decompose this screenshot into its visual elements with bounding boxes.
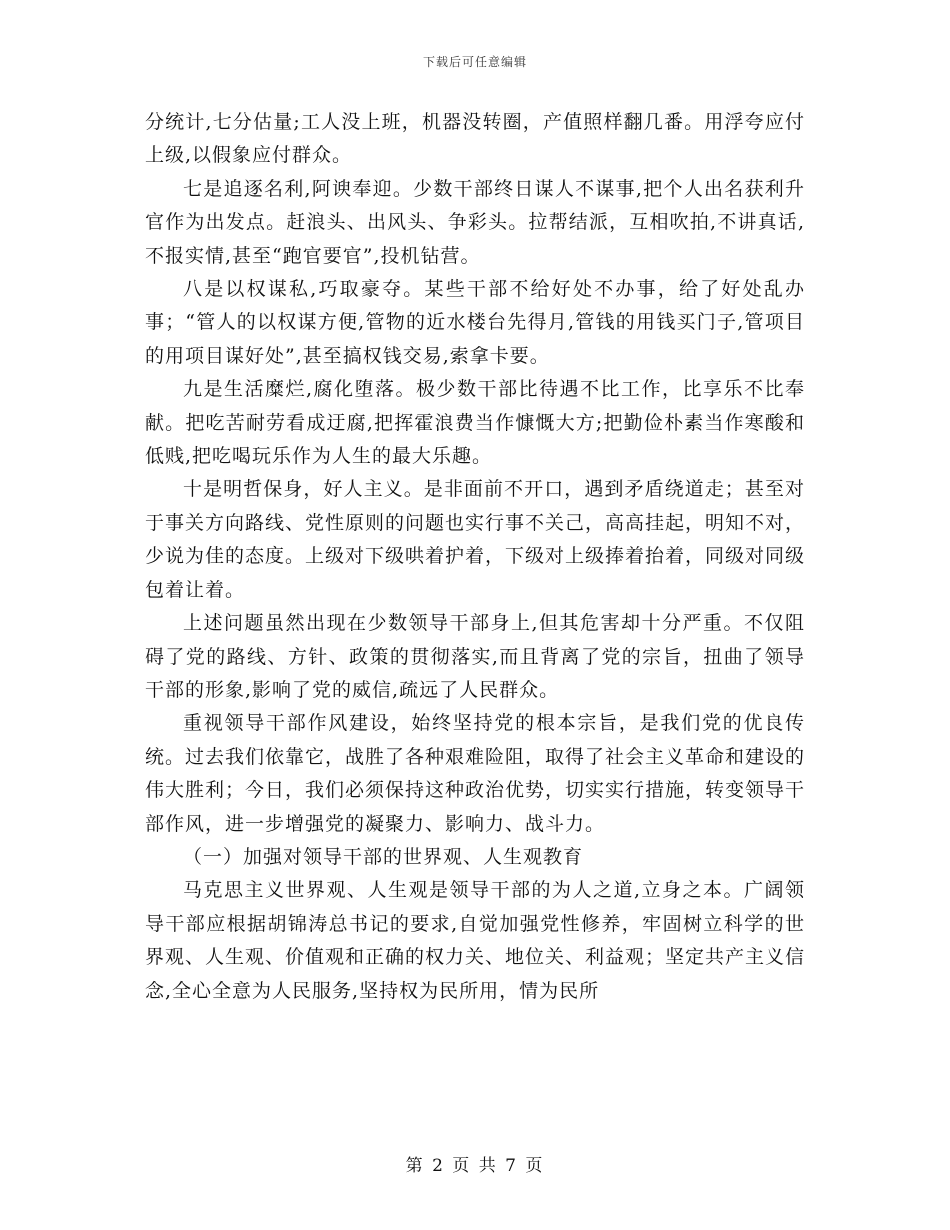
- paragraph-continuation: 分统计,七分估量;工人没上班，机器没转圈，产值照样翻几番。用浮夸应付上级,以假象应付群众。: [145, 111, 805, 167]
- document-body: [145, 106, 805, 1008]
- paragraph-nine: 九是生活糜烂,腐化堕落。极少数干部比待遇不比工作，比享乐不比奉献。把吃苦耐劳看成迂腐,把挥霍浪费当作慷慨大方;把勤俭朴素当作寒酸和低贱,把吃喝玩乐作为人生的最大乐趣。: [145, 378, 805, 468]
- section-heading: （一）加强对领导干部的世界观、人生观教育: [183, 845, 584, 868]
- paragraph-ten: 十是明哲保身，好人主义。是非面前不开口，遇到矛盾绕道走；甚至对于事关方向路线、党性原则的问题也实行事不关己，高高挂起，明知不对，少说为佳的态度。上级对下级哄着护着，下级对上级捧着抬着，同级对同级包着让着。: [145, 478, 806, 601]
- paragraph-eight: 八是以权谋私,巧取豪夺。某些干部不给好处不办事，给了好处乱办事；“管人的以权谋方便,管物的近水楼台先得月,管钱的用钱买门子,管项目的用项目谋好处”,甚至搞权钱交易,索拿卡要。: [145, 278, 805, 367]
- page-header: 下载后可任意编辑: [422, 55, 527, 69]
- page-number: 第 2 页 共 7 页: [405, 1156, 545, 1176]
- paragraph-summary: 上述问题虽然出现在少数领导干部身上,但其危害却十分严重。不仅阻碍了党的路线、方针、政策的贯彻落实,而且背离了党的宗旨，扭曲了领导干部的形象,影响了党的威信,疏远了人民群众。: [145, 612, 805, 701]
- paragraph-seven: 七是追逐名利,阿谀奉迎。少数干部终日谋人不谋事,把个人出名获利升官作为出发点。赶浪头、出风头、争彩头。拉帮结派，互相吹拍,不讲真话,不报实情,甚至“跑官要官”,投机钻营。: [145, 177, 805, 267]
- paragraph-importance: 重视领导干部作风建设，始终坚持党的根本宗旨，是我们党的优良传统。过去我们依靠它，战胜了各种艰难险阻，取得了社会主义革命和建设的伟大胜利；今日，我们必须保持这种政治优势，切实实行措施，转变领导干部作风，进一步增强党的凝聚力、影响力、战斗力。: [145, 712, 806, 835]
- paragraph-worldview: 马克思主义世界观、人生观是领导干部的为人之道,立身之本。广阔领导干部应根据胡锦涛总书记的要求,自觉加强党性修养，牢固树立科学的世界观、人生观、价值观和正确的权力关、地位关、利益观；坚定共产主义信念,全心全意为人民服务,坚持权为民所用，情为民所: [145, 879, 806, 1002]
